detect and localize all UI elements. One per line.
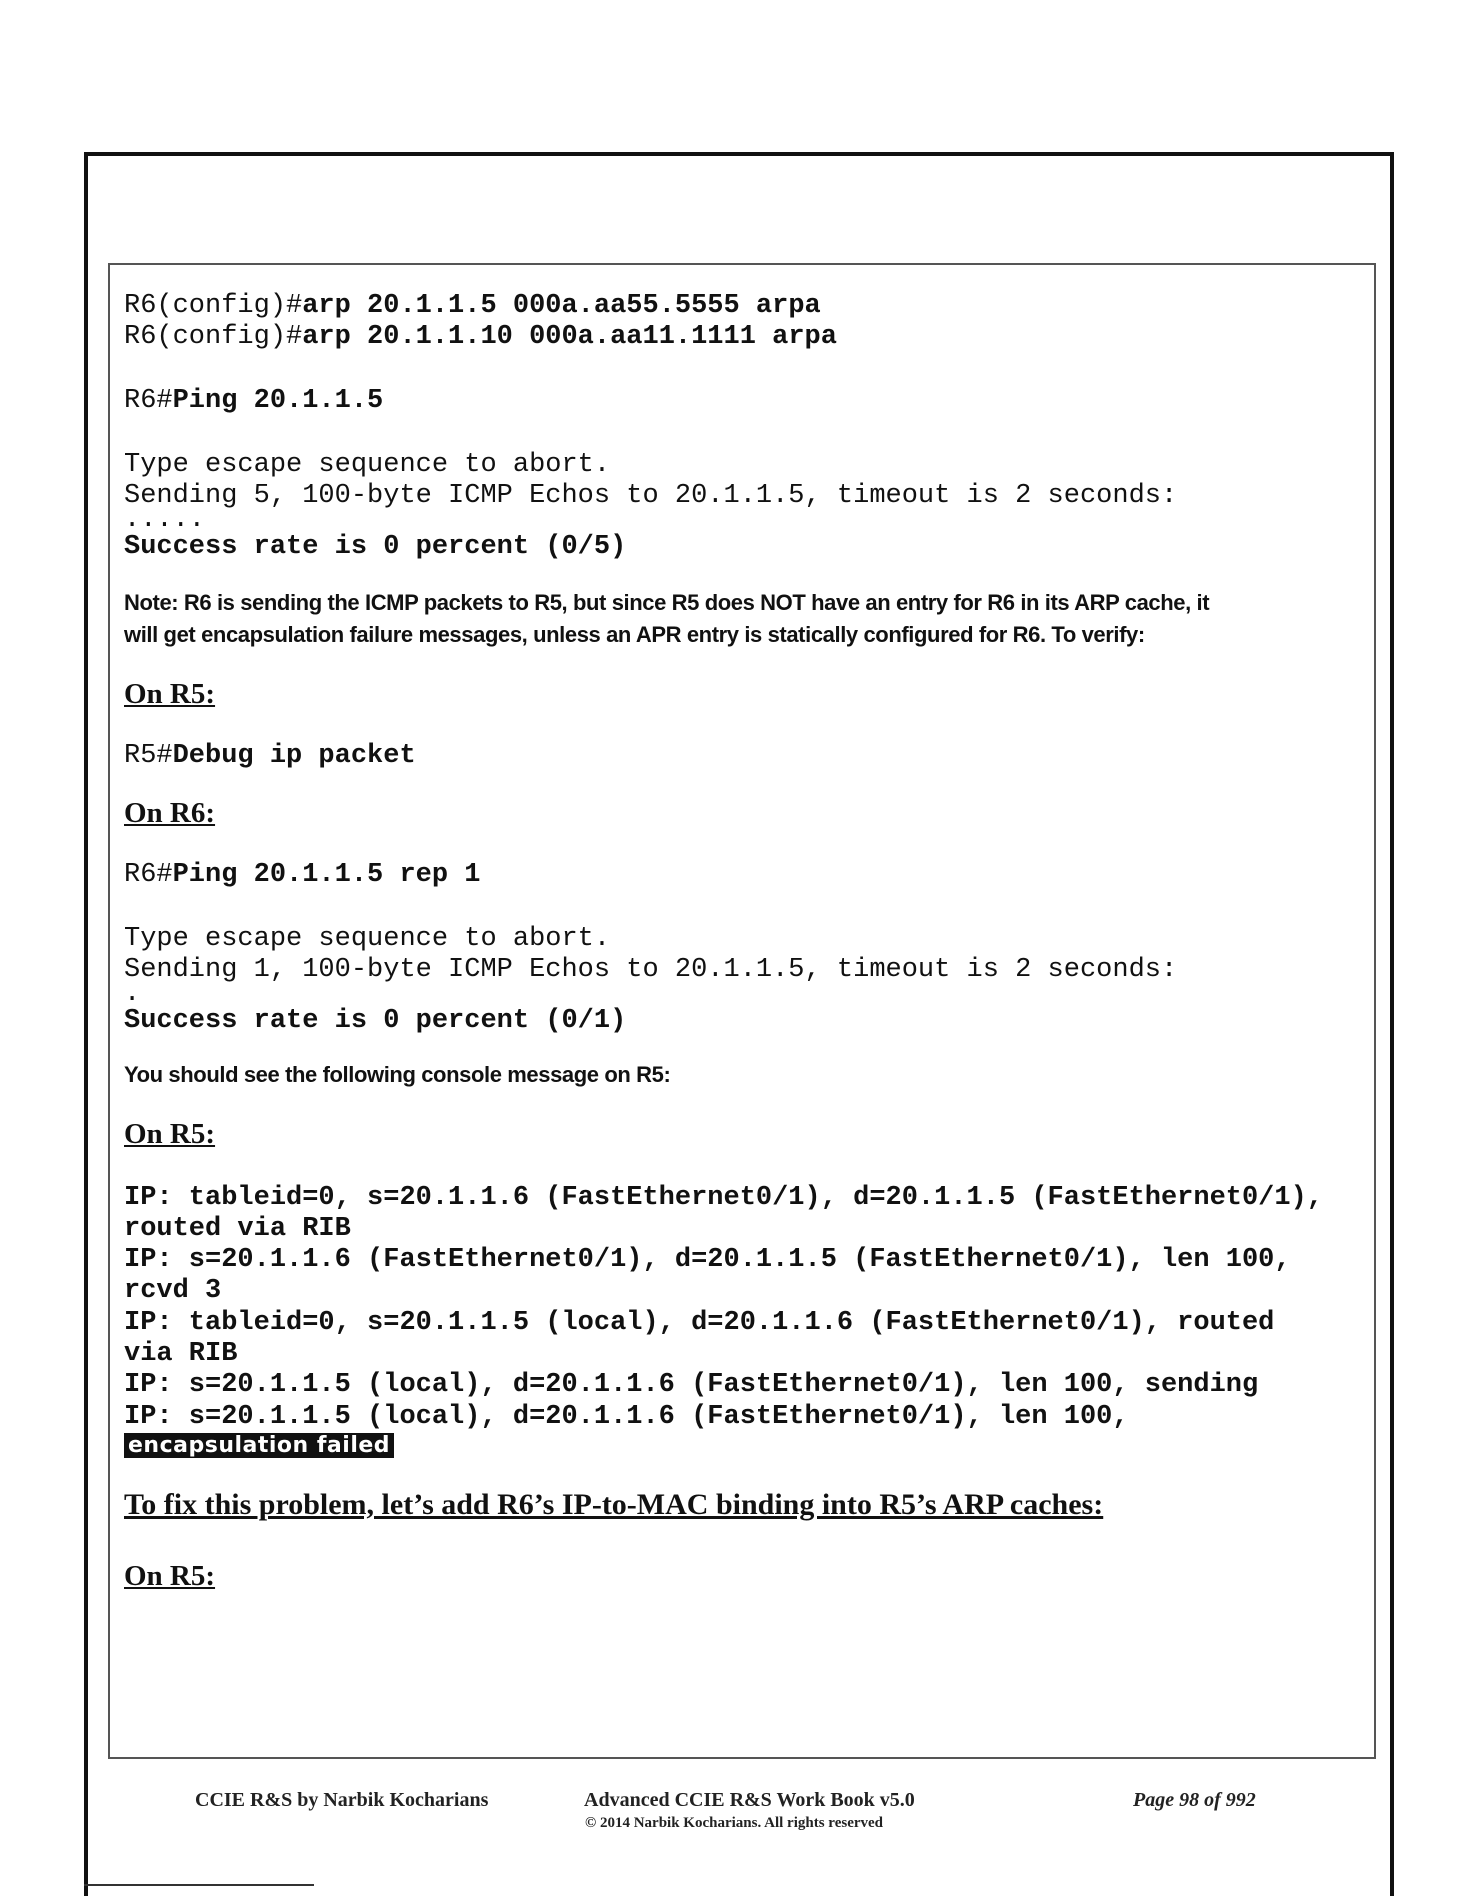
config-line-1: R6(config)#arp 20.1.1.5 000a.aa55.5555 arpa (124, 291, 821, 321)
ping1-escape: Type escape sequence to abort. (124, 450, 611, 480)
bottom-rule (84, 1884, 314, 1886)
config-line-2: R6(config)#arp 20.1.1.10 000a.aa11.1111 arpa (124, 322, 837, 352)
ping1-sending: Sending 5, 100-byte ICMP Echos to 20.1.1.5, timeout is 2 seconds: (124, 481, 1178, 511)
console-note: You should see the following console message on R5: (124, 1062, 671, 1087)
ping1-result: Success rate is 0 percent (0/5) (124, 532, 627, 562)
debug-output-line: IP: s=20.1.1.5 (local), d=20.1.1.6 (FastEthernet0/1), len 100, sending (124, 1370, 1259, 1400)
encapsulation-failed-highlight: encapsulation failed (124, 1433, 394, 1458)
ping1-dots: ..... (124, 505, 206, 535)
ping2-sending: Sending 1, 100-byte ICMP Echos to 20.1.1.5, timeout is 2 seconds: (124, 955, 1178, 985)
debug-output-line: IP: tableid=0, s=20.1.1.5 (local), d=20.1.1.6 (FastEthernet0/1), routed (124, 1308, 1275, 1338)
heading-on-r5: On R5: (124, 678, 216, 710)
ping2-dots: . (124, 979, 141, 1009)
debug-command: R5#Debug ip packet (124, 741, 416, 771)
heading-on-r6: On R6: (124, 797, 216, 829)
debug-output-line: via RIB (124, 1339, 238, 1369)
footer-author: CCIE R&S by Narbik Kocharians (195, 1789, 489, 1811)
debug-output-line: rcvd 3 (124, 1276, 222, 1306)
heading-on-r5-second: On R5: (124, 1118, 216, 1150)
debug-output-line: IP: s=20.1.1.5 (local), d=20.1.1.6 (FastEthernet0/1), len 100, (124, 1402, 1129, 1432)
note-line-2: will get encapsulation failure messages, unless an APR entry is statically configured for R6. To verify: (124, 622, 1145, 647)
heading-on-r5-third: On R5: (124, 1560, 216, 1592)
fix-heading: To fix this problem, let’s add R6’s IP-to-MAC binding into R5’s ARP caches: (124, 1488, 1104, 1521)
note-line-1: Note: R6 is sending the ICMP packets to R5, but since R5 does NOT have an entry for R6 in its ARP cache, it (124, 590, 1210, 615)
ping1-command: R6#Ping 20.1.1.5 (124, 386, 384, 416)
ping2-result: Success rate is 0 percent (0/1) (124, 1006, 627, 1036)
ping2-command: R6#Ping 20.1.1.5 rep 1 (124, 860, 481, 890)
footer-book-title: Advanced CCIE R&S Work Book v5.0 (584, 1789, 915, 1811)
ping2-escape: Type escape sequence to abort. (124, 924, 611, 954)
footer-copyright: © 2014 Narbik Kocharians. All rights reserved (585, 1815, 884, 1831)
debug-output-line: IP: s=20.1.1.6 (FastEthernet0/1), d=20.1.1.5 (FastEthernet0/1), len 100, (124, 1245, 1291, 1275)
content-box (108, 263, 1376, 1759)
debug-output-line: routed via RIB (124, 1214, 351, 1244)
debug-output-line: IP: tableid=0, s=20.1.1.6 (FastEthernet0/1), d=20.1.1.5 (FastEthernet0/1), (124, 1183, 1323, 1213)
footer-page-number: Page 98 of 992 (1133, 1789, 1256, 1811)
